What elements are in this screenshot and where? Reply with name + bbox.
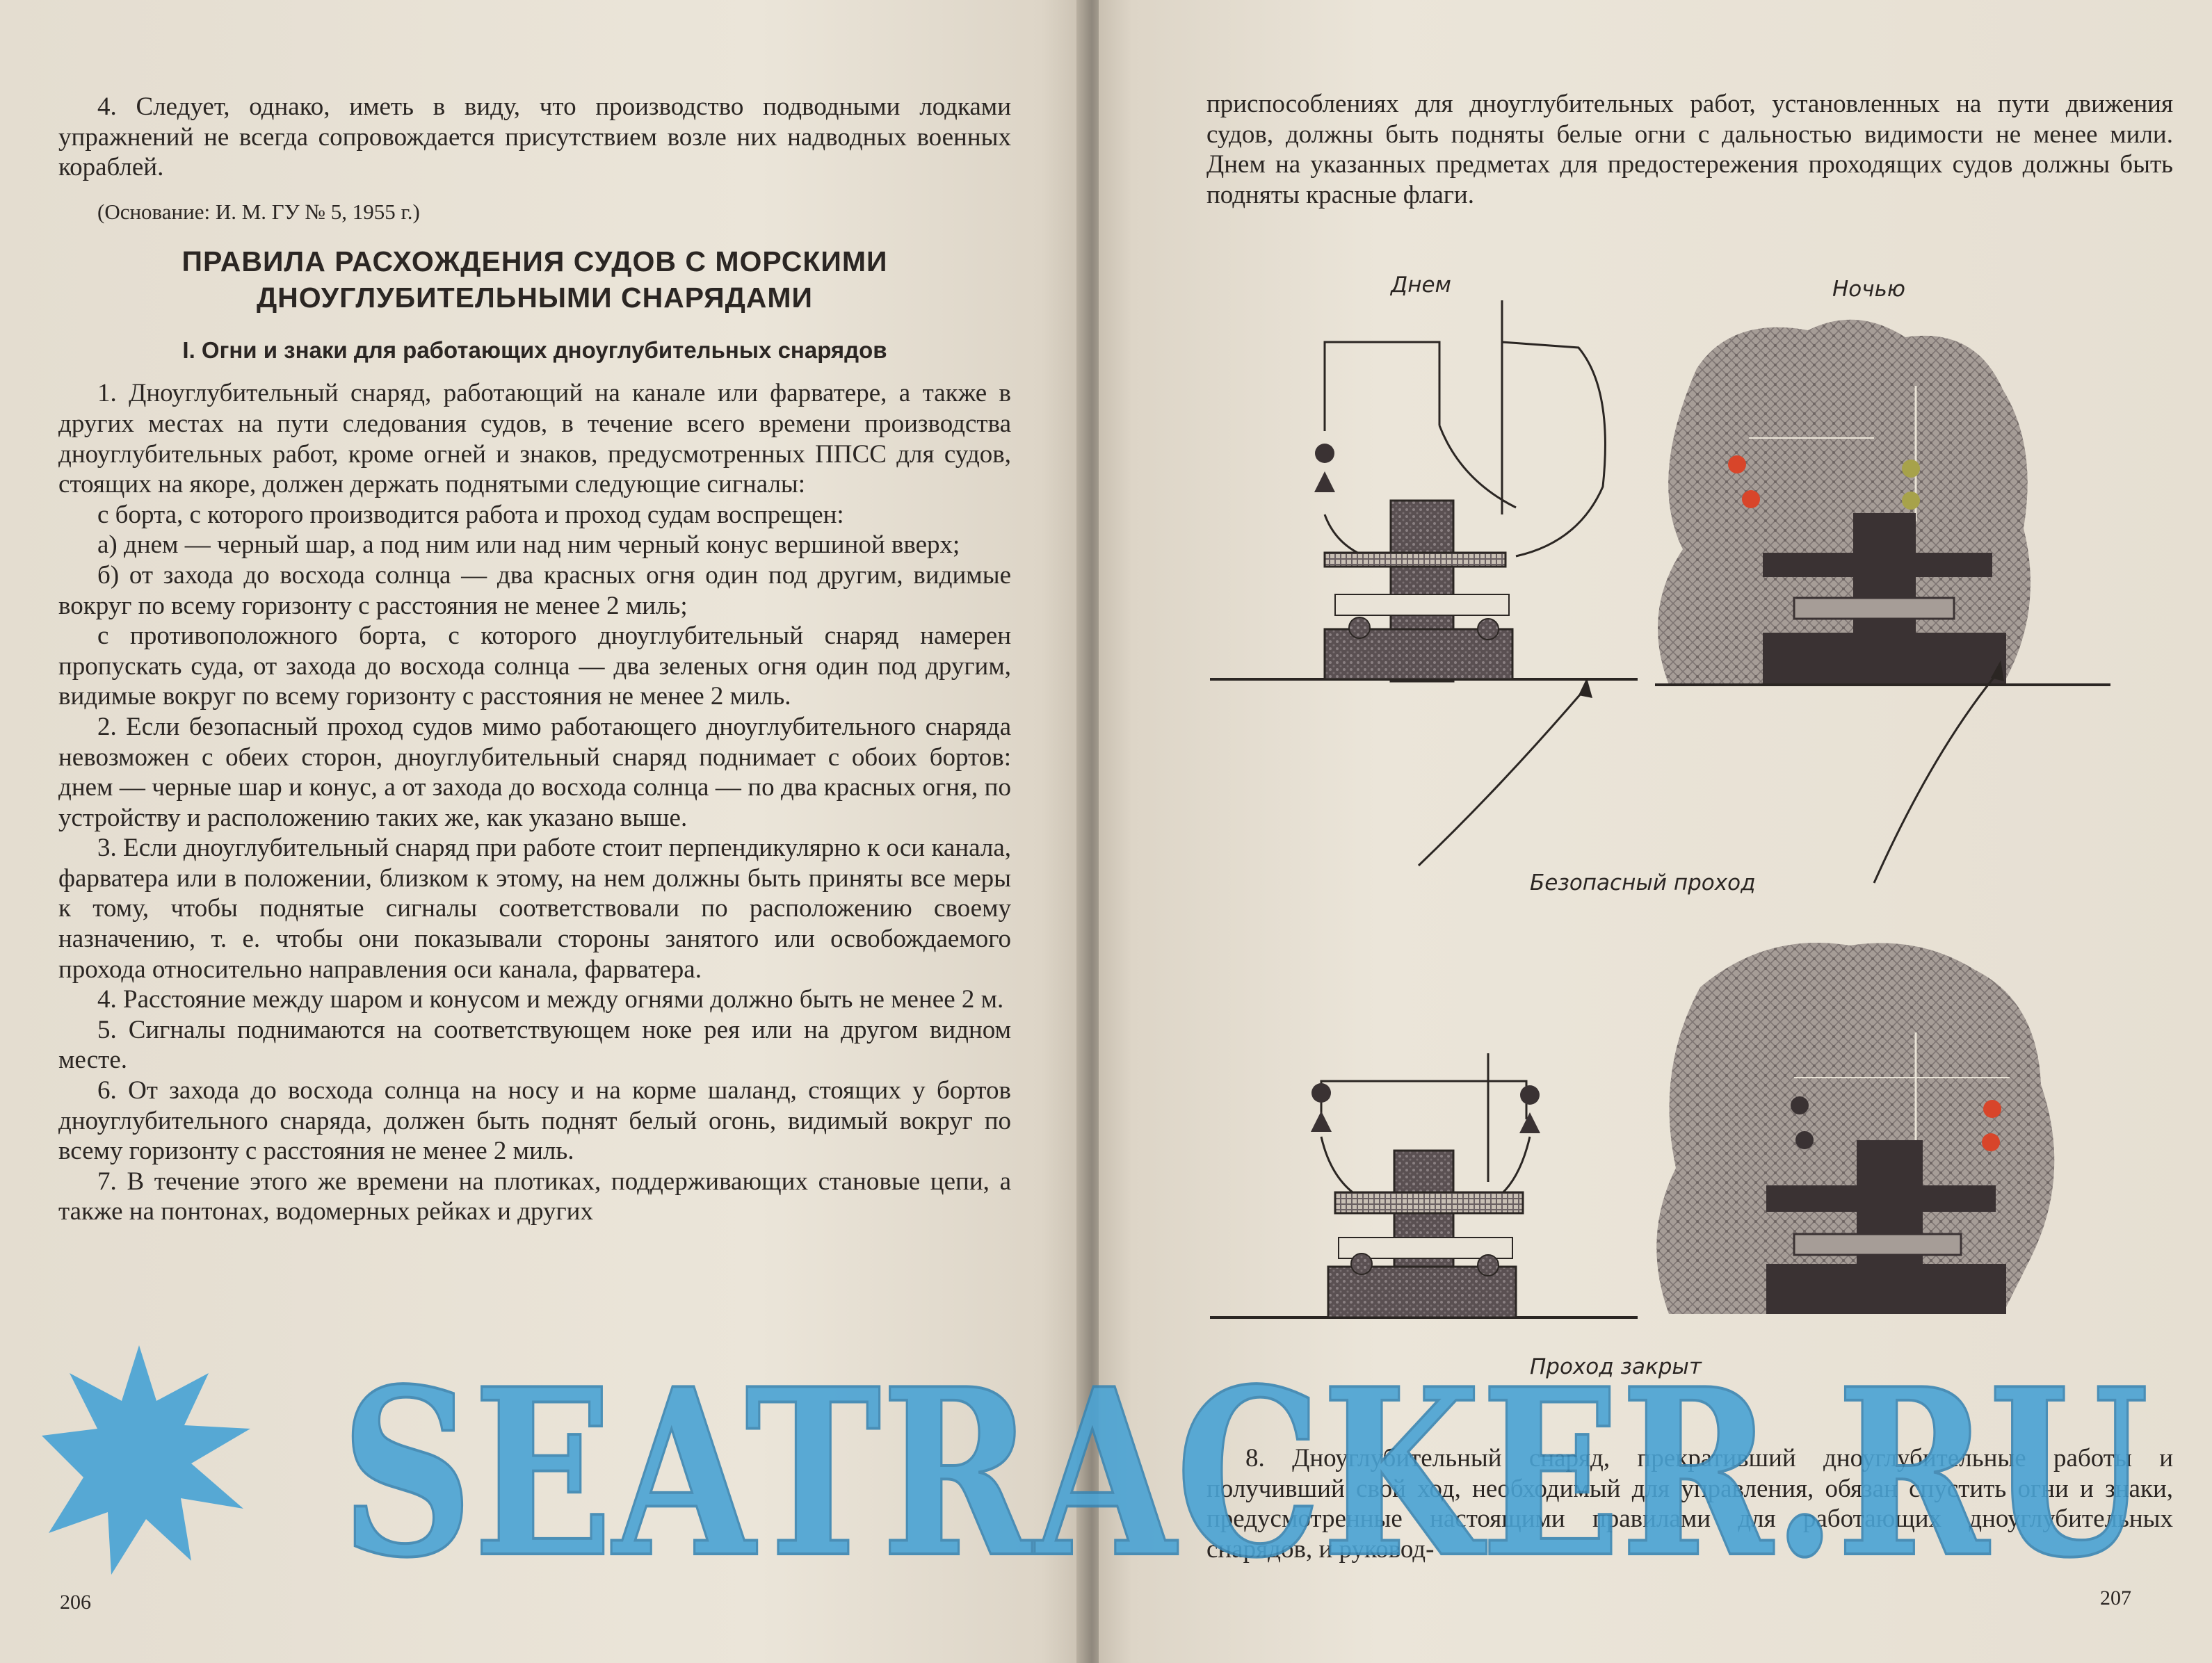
bottom-paragraph: 8. Дноуглубительный снаряд, прекративший дноуглубительные работы и получивший свой ход, необходимый для управления, обязан спустить огни и знаки, предусмотренные настоящими правилами для работающих дноуглубительных снарядов, и руковод- [1206,1444,2173,1564]
watermark-text: SEATRACKER.RU [341,1338,2149,1589]
paragraph: 7. В течение этого же времени на плотиках, поддерживающих становые цепи, а также на понтонах, водомерных рейках и других [58,1167,1011,1226]
paragraph: 3. Если дноуглубительный снаряд при работе стоит перпендикулярно к оси канала, фарватера или в положении, близком к этому, на нем должны быть приняты все меры к тому, чтобы поднятые сигналы соответствовали по расположению своему назначению, т. е. чтобы они показывали стороны занятого или освобождаемого прохода относительно направления оси канала, фарватера. [58,834,1011,984]
night-closed-dredger [1656,943,2054,1314]
right-bottom-text [1206,1443,2173,1564]
caption-passage-closed: Проход закрыт [1530,1354,1702,1379]
page-number-right: 207 [2100,1587,2131,1609]
left-text-column [58,92,1011,1227]
caption-safe-passage: Безопасный проход [1530,870,1756,895]
paragraph: 5. Сигналы поднимаются на соответствующем ноке рея или на другом видном месте. [58,1015,1011,1075]
title-line-2: ДНОУГЛУБИТЕЛЬНЫМИ СНАРЯДАМИ [256,282,814,314]
day-closed-dredger [1210,1053,1638,1317]
section-heading: I. Огни и знаки для работающих дноуглубительных снарядов [182,337,887,364]
title-line-1: ПРАВИЛА РАСХОЖДЕНИЯ СУДОВ С МОРСКИМИ [181,245,888,278]
paragraph: а) днем — черный шар, а под ним или над ним черный конус вершиной вверх; [97,530,960,560]
label-day: Днем [1391,273,1451,298]
paragraph: б) от захода до восхода солнца — два красных огня один под другим, видимые вокруг по всему горизонту с расстояния не менее 2 миль; [58,560,1011,620]
section-title [58,243,1011,316]
right-page [1099,0,2212,1663]
day-safe-dredger [1210,300,1638,866]
dredger-signals-figure [1099,0,2212,1663]
paragraph: с противоположного борта, с которого дноуглубительный снаряд намерен пропускать суда, от захода до восхода солнца — два зеленых огня один под другим, видимые вокруг по всему горизонту с расстояния не менее 2 миль. [58,622,1011,711]
top-paragraph: приспособлениях для дноуглубительных работ, установленных на пути движения судов, должны быть подняты белые огни с дальностью видимости не менее мили. Днем на указанных предметах для предостережения проходящих судов должны быть подняты красные флаги. [1206,90,2173,209]
page-number-left: 206 [60,1591,91,1614]
left-page [0,0,1085,1663]
paragraph: 6. От захода до восхода солнца на носу и на корме шаланд, стоящих у бортов дноуглубительного снаряда, должен быть поднят белый огонь, видимый вокруг по всему горизонту с расстояния не менее 2 миль. [58,1076,1011,1166]
night-safe-dredger [1655,320,2110,883]
paragraph: 4. Расстояние между шаром и конусом и между огнями должно быть не менее 2 м. [97,985,1004,1014]
paragraph: 1. Дноуглубительный снаряд, работающий на канале или фарватере, а также в других местах на пути следования судов, в течение всего времени производства дноуглубительных работ, кроме огней и знаков, предусмотренных ППСС для судов, стоящих на якоре, должен держать поднятыми следующие сигналы: [58,379,1011,499]
intro-paragraph: 4. Следует, однако, иметь в виду, что производство подводными лодками упражнений не всегда сопровождается присутствием возле них надводных военных кораблей. [58,92,1011,182]
label-night: Ночью [1832,277,1905,302]
paragraph: с борта, с которого производится работа и проход судам воспрещен: [97,500,844,529]
basis-note: (Основание: И. М. ГУ № 5, 1955 г.) [97,199,420,224]
paragraph: 2. Если безопасный проход судов мимо работающего дноуглубительного снаряда невозможен с обеих сторон, дноуглубительный снаряд поднимает с обоих бортов: днем — черные шар и конус, а от захода до восхода солнца — по два красных огня, по устройству и расположению таких же, как указано выше. [58,712,1011,832]
